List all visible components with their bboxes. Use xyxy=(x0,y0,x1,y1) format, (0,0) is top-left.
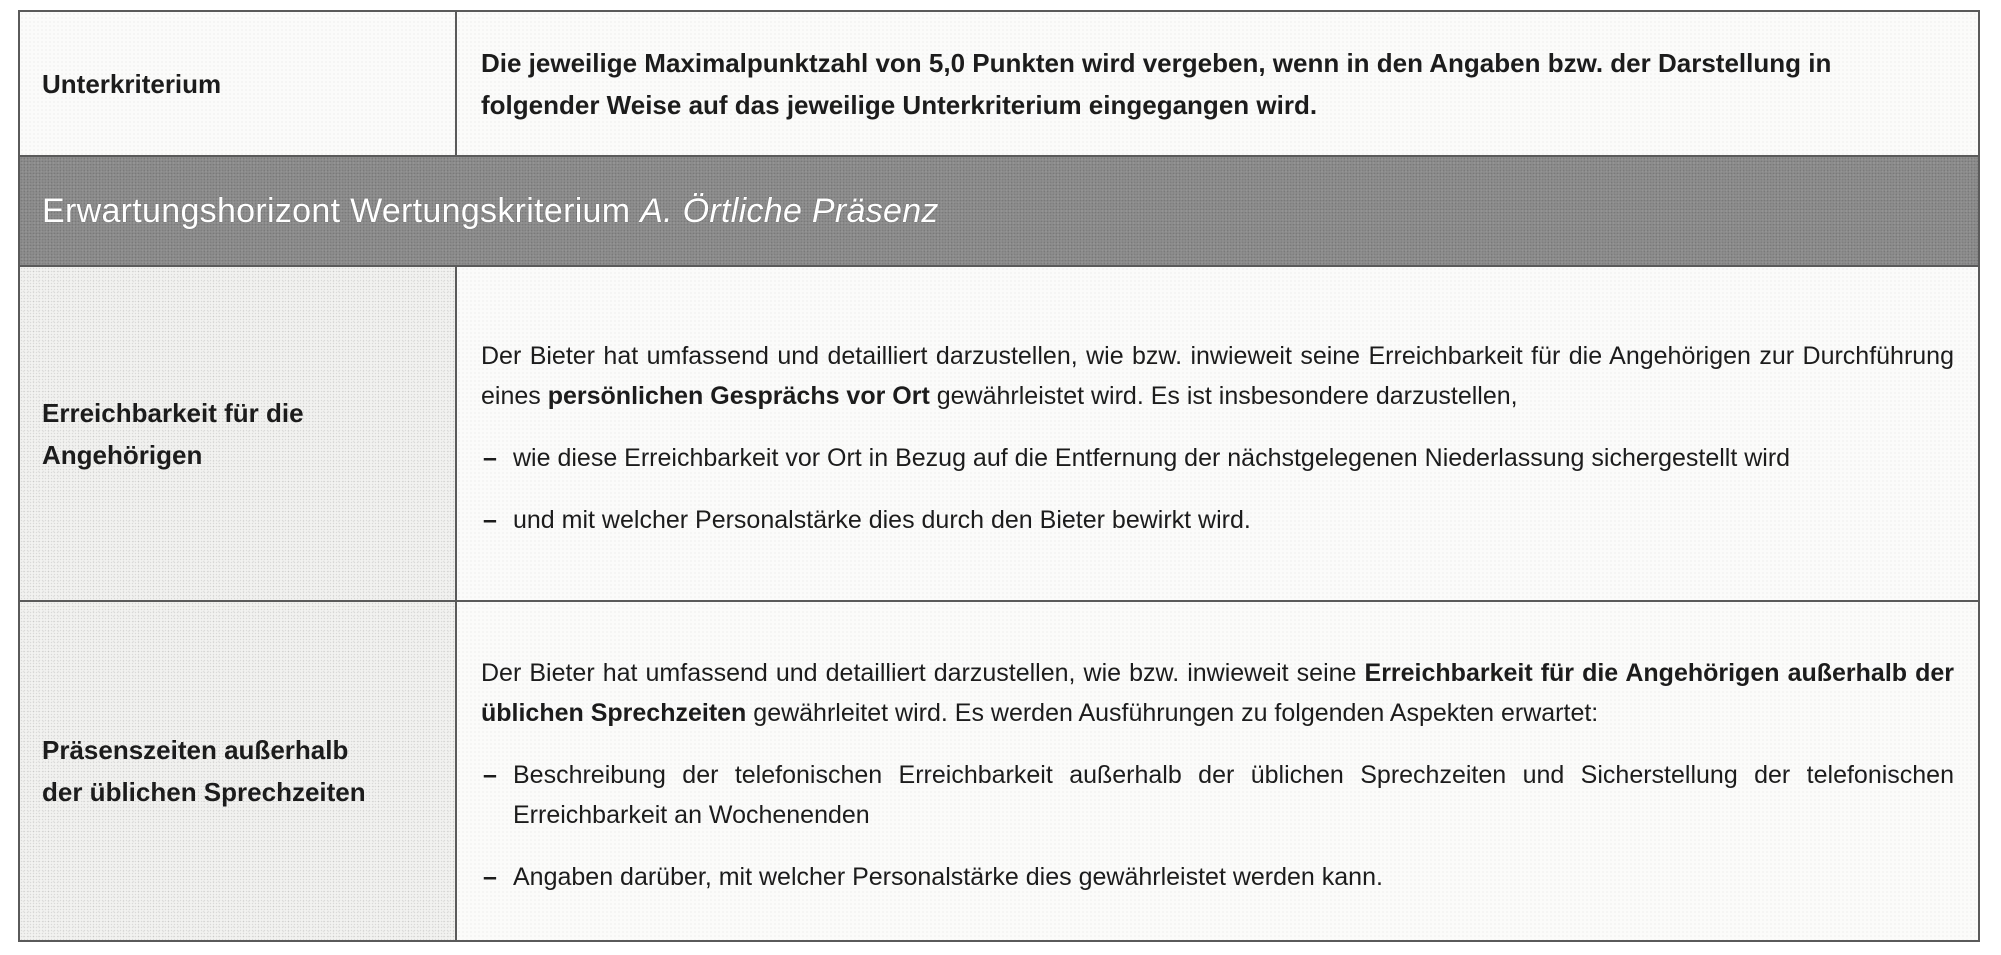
intro-text-2: gewährleistet wird. Es ist insbesondere darzustellen, xyxy=(929,381,1518,410)
criterion-label-line1: Präsenszeiten außerhalb xyxy=(42,735,349,765)
dash-bullet-icon: – xyxy=(483,443,497,472)
header-right-text: Die jeweilige Maximalpunktzahl von 5,0 Punkten wird vergeben, wenn in den Angaben bzw. der Darstellung in folgender Weise auf das jeweilige Unterkriterium eingegangen wird. xyxy=(481,47,1832,120)
section-title-italic: A. Örtliche Präsenz xyxy=(640,191,939,230)
bullet-text: Angaben darüber, mit welcher Personalstärke dies gewährleistet werden kann. xyxy=(513,863,1383,891)
intro-text-2: gewährleitet wird. Es werden Ausführungen zu folgenden Aspekten erwartet: xyxy=(746,699,1599,727)
criterion-description-cell xyxy=(456,601,1979,941)
criterion-bullet-list xyxy=(481,755,1954,897)
criterion-row xyxy=(19,601,1979,941)
criterion-intro xyxy=(481,336,1954,416)
criterion-label xyxy=(42,729,433,813)
list-item xyxy=(481,500,1954,540)
bullet-text: wie diese Erreichbarkeit vor Ort in Bezug auf die Entfernung der nächstgelegenen Niederlassung sichergestellt wird xyxy=(513,443,1791,472)
list-item xyxy=(481,857,1954,897)
header-left-cell xyxy=(19,11,456,156)
dash-bullet-icon: – xyxy=(483,863,497,891)
criterion-row xyxy=(19,266,1979,601)
criterion-label xyxy=(42,392,433,476)
intro-text-1: Der Bieter hat umfassend und detailliert darzustellen, wie bzw. inwieweit seine Erreichbarkeit für die Angehörigen zur Durchführung eines xyxy=(481,341,1954,410)
header-left-label: Unterkriterium xyxy=(42,68,222,99)
section-header-cell xyxy=(19,156,1979,266)
section-header-row xyxy=(19,156,1979,266)
dash-bullet-icon: – xyxy=(483,761,497,789)
section-title-prefix: Erwartungshorizont Wertungskriterium xyxy=(42,191,641,230)
criterion-label-cell xyxy=(19,601,456,941)
bullet-text: und mit welcher Personalstärke dies durch den Bieter bewirkt wird. xyxy=(513,505,1251,534)
bullet-text: Beschreibung der telefonischen Erreichbarkeit außerhalb der üblichen Sprechzeiten und Sicherstellung der telefonischen Erreichbarkeit an Wochenenden xyxy=(513,761,1954,829)
list-item xyxy=(481,438,1954,478)
criterion-label-cell xyxy=(19,266,456,601)
list-item xyxy=(481,755,1954,835)
header-row xyxy=(19,11,1979,156)
criterion-label-line2: Angehörigen xyxy=(42,439,203,470)
intro-bold-text: Erreichbarkeit für die Angehörigen außerhalb der üblichen Sprechzeiten xyxy=(481,659,1954,727)
evaluation-criteria-table xyxy=(18,10,1980,942)
criterion-intro xyxy=(481,653,1954,733)
intro-text-1: Der Bieter hat umfassend und detailliert darzustellen, wie bzw. inwieweit seine xyxy=(481,659,1365,687)
criterion-label-line2: der üblichen Sprechzeiten xyxy=(42,777,366,807)
intro-bold-text: persönlichen Gesprächs vor Ort xyxy=(547,381,930,410)
criterion-label-line1: Erreichbarkeit für die xyxy=(42,397,304,428)
header-right-cell xyxy=(456,11,1979,156)
section-title xyxy=(42,192,939,230)
criterion-bullet-list xyxy=(481,438,1954,540)
dash-bullet-icon: – xyxy=(483,505,497,534)
criterion-description-cell xyxy=(456,266,1979,601)
